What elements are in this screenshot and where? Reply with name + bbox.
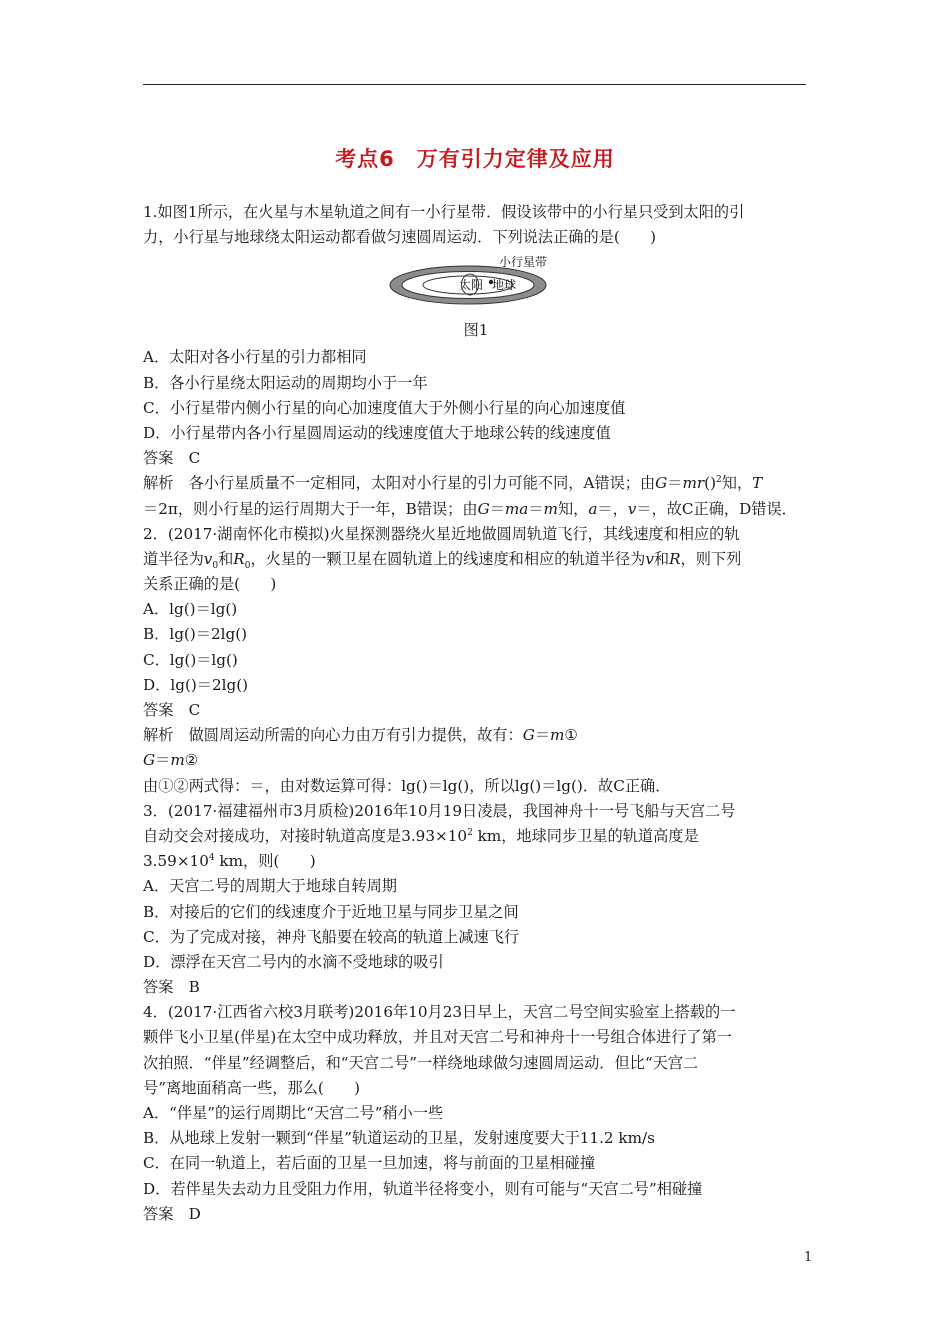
- q4-answer: 答案 D: [143, 1204, 201, 1223]
- q2-stem-line-1: 2．(2017·湖南怀化市模拟)火星探测器绕火星近地做圆周轨道飞行，其线速度和相应的轨: [143, 524, 740, 543]
- q3-stem-line-3: $3.59\times 10^4$ km，则( ): [143, 852, 316, 871]
- earth-label: 地球: [492, 278, 517, 293]
- q3-stem-line-1: 3．(2017·福建福州市3月质检)2016年10月19日凌晨，我国神舟十一号飞船与天宫二号: [143, 801, 736, 820]
- q4-option-c: C．在同一轨道上，若后面的卫星一旦加速，将与前面的卫星相碰撞: [143, 1154, 596, 1173]
- document-body: [143, 200, 809, 1227]
- q1-stem-line-1: 1.如图1所示，在火星与木星轨道之间有一小行星带．假设该带中的小行星只受到太阳的引: [143, 203, 745, 221]
- page-number: 1: [804, 1250, 813, 1265]
- q4-option-a: A．“伴星”的运行周期比“天宫二号”稍小一些: [143, 1104, 444, 1122]
- header-rule: [143, 84, 806, 85]
- q3-option-d: D．漂浮在天宫二号内的水滴不受地球的吸引: [143, 952, 444, 971]
- q4-stem-line-3: 次拍照．“伴星”经调整后，和“天宫二号”一样绕地球做匀速圆周运动．但比“天宫二: [143, 1053, 699, 1072]
- q1-option-a: A．太阳对各小行星的引力都相同: [143, 348, 367, 367]
- q3-option-c: C．为了完成对接，神舟飞船要在较高的轨道上减速飞行: [143, 927, 520, 946]
- belt-label: 小行星带: [499, 255, 548, 270]
- q2-option-d: D．lg()＝2lg(): [143, 675, 249, 694]
- q4-option-b: B．从地球上发射一颗到“伴星”轨道运动的卫星，发射速度要大于11.2 km/s: [143, 1129, 655, 1148]
- q1-analysis-line-2: ＝2π，则小行星的运行周期大于一年，B错误；由G＝ma＝m知，a＝，v＝，故C正确，D错误．: [143, 499, 797, 518]
- q3-answer: 答案 B: [143, 978, 200, 997]
- figure-caption: 图1: [463, 321, 489, 340]
- q3-option-a: A．天宫二号的周期大于地球自转周期: [143, 877, 397, 896]
- q2-answer: 答案 C: [143, 701, 201, 719]
- q3-stem-line-2: 自动交会对接成功，对接时轨道高度是$3.93\times 10^2$ km，地球同步卫星的轨道高度是: [143, 826, 699, 845]
- q4-option-d: D．若伴星失去动力且受阻力作用，轨道半径将变小，则有可能与“天宫二号”相碰撞: [143, 1179, 703, 1198]
- q1-option-d: D．小行星带内各小行星圆周运动的线速度值大于地球公转的线速度值: [143, 423, 611, 442]
- q3-option-b: B．对接后的它们的线速度介于近地卫星与同步卫星之间: [143, 902, 519, 921]
- sun-label: 太阳: [459, 278, 484, 293]
- q1-analysis-line-1: 解析 各小行星质量不一定相同，太阳对小行星的引力可能不同，A错误；由G＝mr()$^2$知，T: [143, 474, 763, 493]
- q2-option-a: A．lg()＝lg(): [143, 600, 238, 619]
- q2-analysis-line-1: 解析 做圆周运动所需的向心力由万有引力提供，故有：G＝m①: [143, 726, 579, 745]
- q2-option-b: B．lg()＝2lg(): [143, 625, 248, 644]
- q4-stem-line-4: 号”离地面稍高一些，那么( ): [143, 1078, 361, 1097]
- asteroid-belt-diagram: [387, 254, 549, 308]
- q1-stem-line-2: 力，小行星与地球绕太阳运动都看做匀速圆周运动．下列说法正确的是( ): [143, 228, 657, 247]
- q2-analysis-line-3: 由①②两式得：＝，由对数运算可得：lg()＝lg()，所以lg()＝lg()．故C正确．: [143, 776, 671, 795]
- q2-analysis-line-2: G＝m②: [143, 751, 199, 770]
- q2-stem-line-2: 道半径为$v_0$和$R_0$，火星的一颗卫星在圆轨道上的线速度和相应的轨道半径为v和R，则下列: [143, 549, 742, 571]
- q2-option-c: C．lg()＝lg(): [143, 650, 238, 669]
- q2-stem-line-3: 关系正确的是( ): [143, 575, 277, 594]
- q4-stem-line-1: 4．(2017·江西省六校3月联考)2016年10月23日早上，天宫二号空间实验室上搭载的一: [143, 1003, 736, 1022]
- q1-option-c: C．小行星带内侧小行星的向心加速度值大于外侧小行星的向心加速度值: [143, 398, 626, 417]
- q1-option-b: B．各小行星绕太阳运动的周期均小于一年: [143, 373, 428, 392]
- figure-1: [143, 250, 809, 345]
- q4-stem-line-2: 颗伴飞小卫星(伴星)在太空中成功释放，并且对天宫二号和神舟十一号组合体进行了第一: [143, 1028, 732, 1047]
- page-title: 考点6 万有引力定律及应用: [335, 147, 615, 171]
- q1-answer: 答案 C: [143, 449, 201, 468]
